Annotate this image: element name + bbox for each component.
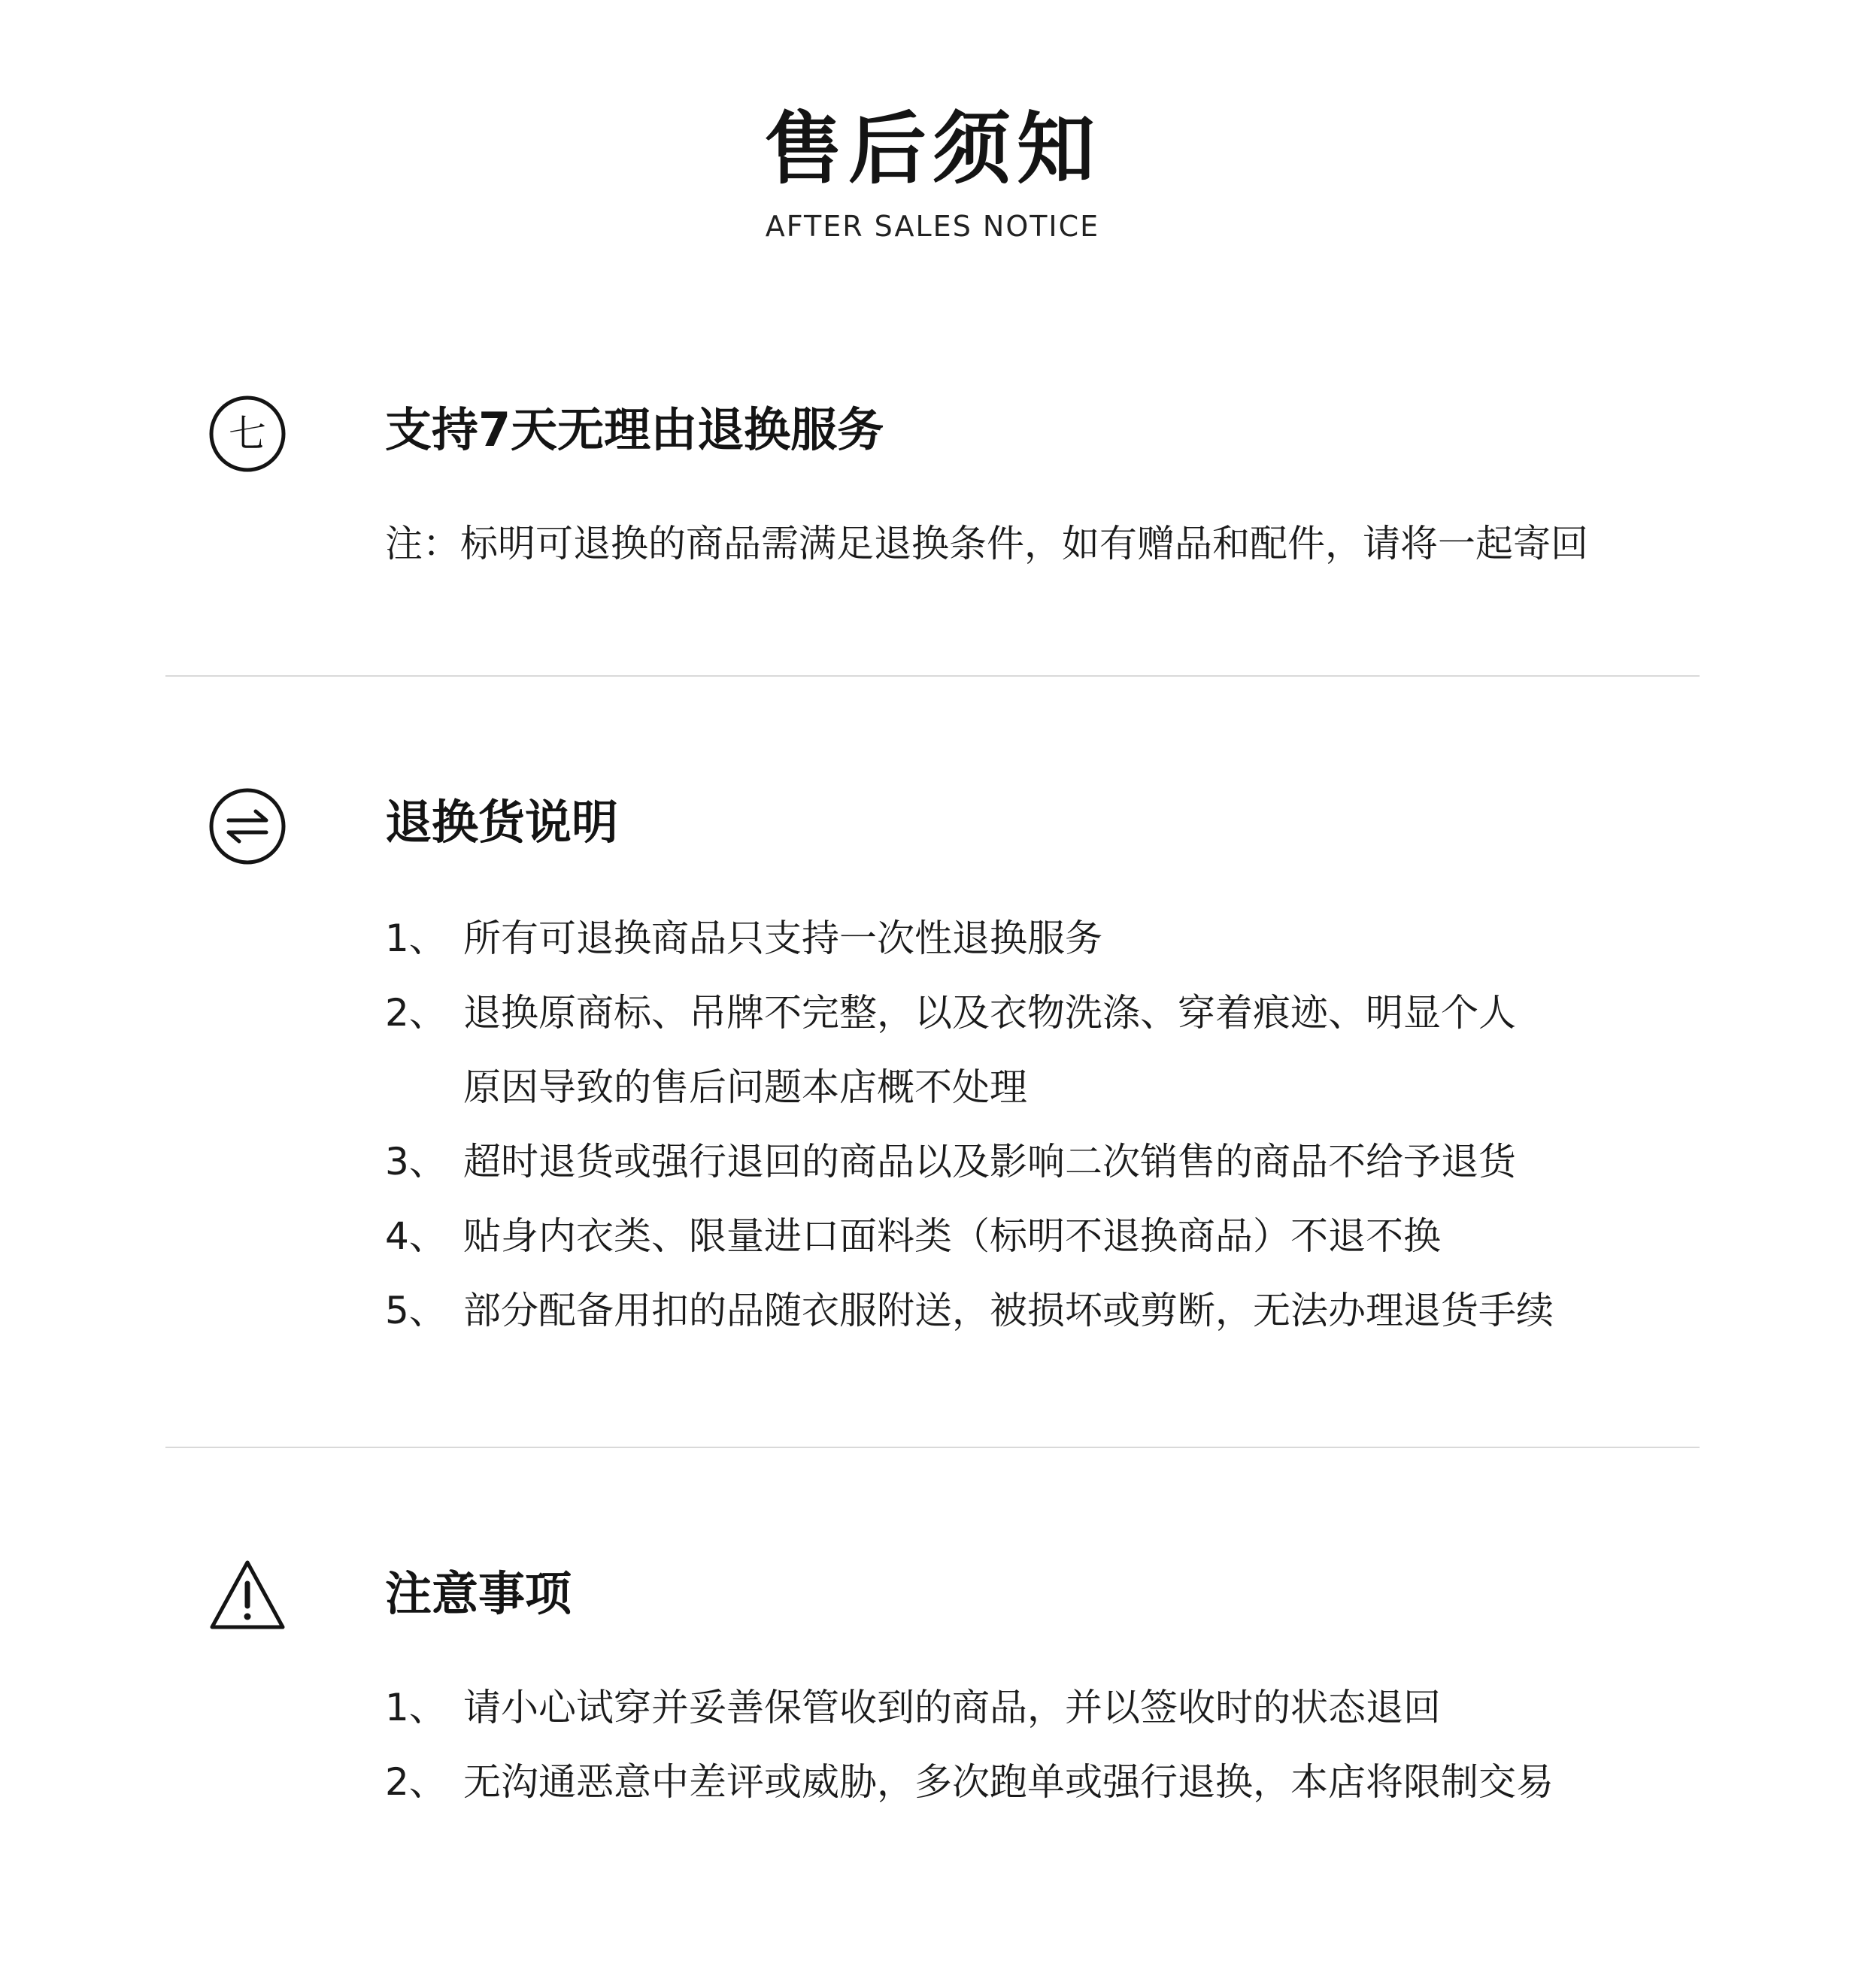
section-heading-exchange-notes: 退换货说明 [385,795,619,850]
exchange-circle-icon [208,786,287,866]
warning-icon [208,1558,287,1633]
list-item-text: 部分配备用扣的品随衣服附送，被损坏或剪断，无法办理退货手续 [463,1289,1554,1332]
list-item-number: 2、 [385,1760,447,1804]
section-heading-return-service: 支持7天无理由退换服务 [385,402,884,457]
list-item [385,1137,1516,1186]
list-item-text: 请小心试穿并妥善保管收到的商品，并以签收时的状态退回 [463,1686,1441,1729]
list-item-text: 退换原商标、吊牌不完整，以及衣物洗涤、穿着痕迹、明显个人 [463,991,1516,1035]
list-item-number: 3、 [385,1140,447,1183]
divider [165,675,1700,677]
list-item [385,1757,1554,1807]
list-item-number: 1、 [385,917,447,960]
list-item [385,1211,1441,1261]
section-note: 注：标明可退换的商品需满足退换条件，如有赠品和配件，请将一起寄回 [385,522,1588,565]
page-subtitle: AFTER SALES NOTICE [765,210,1100,243]
divider [165,1447,1700,1448]
list-item-number: 2、 [385,991,447,1035]
seven-glyph: 七 [229,412,266,456]
seven-circle-icon [208,394,287,474]
list-item-number: 1、 [385,1686,447,1729]
list-item [385,1286,1554,1335]
page-title: 售后须知 [763,103,1101,195]
list-item-continuation: 原因导致的售后问题本店概不处理 [463,1065,1027,1109]
list-item [385,914,1102,963]
list-item-number: 5、 [385,1289,447,1332]
list-item [385,1683,1441,1732]
list-item-text: 无沟通恶意中差评或威胁，多次跑单或强行退换，本店将限制交易 [463,1760,1554,1804]
section-heading-precautions: 注意事项 [385,1566,572,1621]
list-item-text: 所有可退换商品只支持一次性退换服务 [463,917,1102,960]
list-item-text: 贴身内衣类、限量进口面料类（标明不退换商品）不退不换 [463,1214,1441,1258]
list-item [385,988,1516,1038]
list-item-number: 4、 [385,1214,447,1258]
list-item-text: 超时退货或强行退回的商品以及影响二次销售的商品不给予退货 [463,1140,1516,1183]
